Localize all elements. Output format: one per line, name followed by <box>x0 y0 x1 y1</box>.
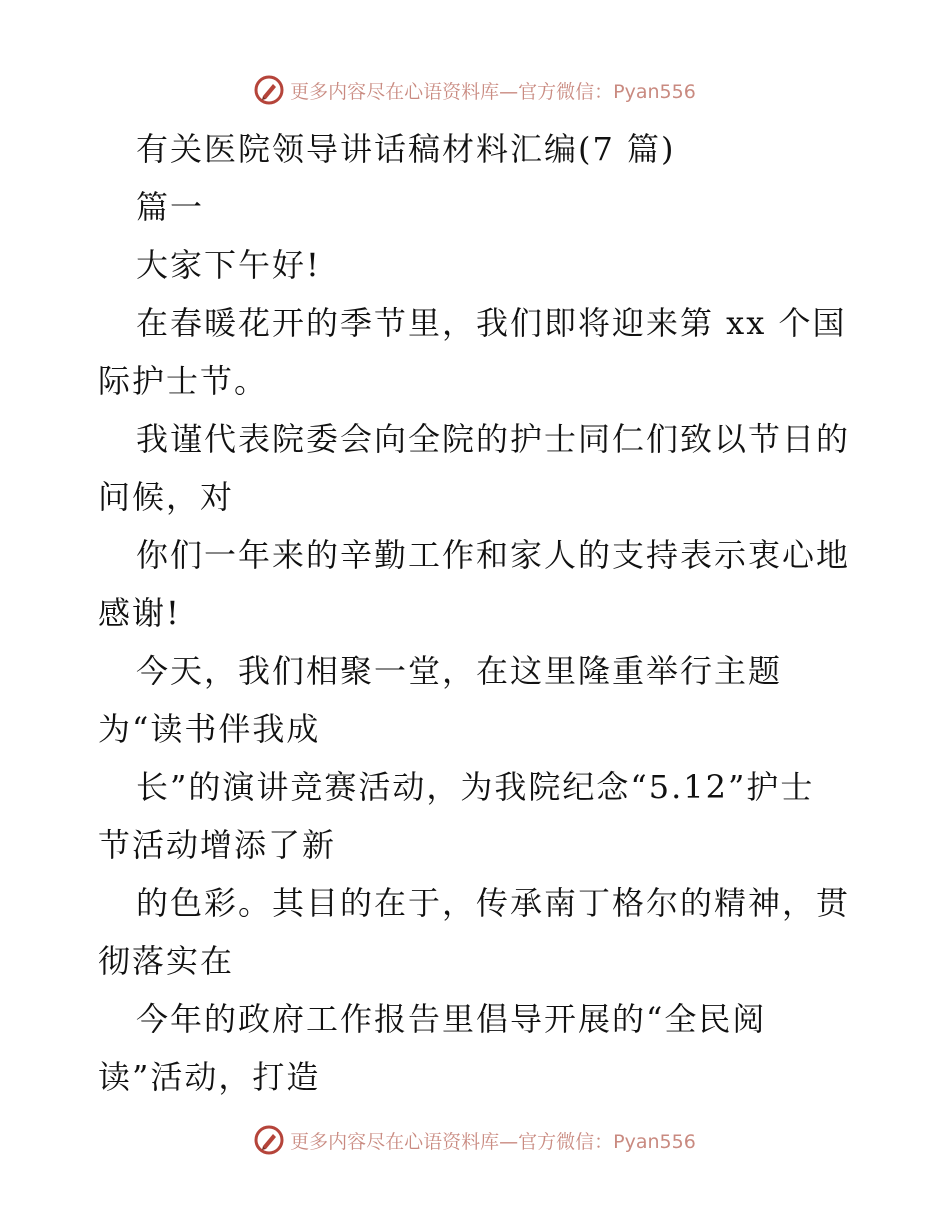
document-lines <box>98 120 854 1106</box>
document-line: 今天，我们相聚一堂，在这里隆重举行主题 <box>136 652 783 690</box>
document-line: 今年的政府工作报告里倡导开展的“全民阅 <box>136 1000 767 1038</box>
document-line: 大家下午好! <box>136 246 321 284</box>
document-line: 有关医院领导讲话稿材料汇编(7 篇) <box>136 130 676 168</box>
document-line: 节活动增添了新 <box>98 826 337 864</box>
document-body <box>98 120 854 1106</box>
pen-logo-icon <box>254 75 284 105</box>
document-line: 感谢! <box>98 594 181 632</box>
document-line: 际护士节。 <box>98 362 269 400</box>
document-line: 我谨代表院委会向全院的护士同仁们致以节日的 <box>136 420 851 458</box>
document-line: 篇一 <box>136 188 205 226</box>
pen-logo-icon <box>254 1125 284 1155</box>
document-line: 长”的演讲竞赛活动，为我院纪念“5.12”护士 <box>136 768 815 806</box>
document-line: 你们一年来的辛勤工作和家人的支持表示衷心地 <box>136 536 851 574</box>
document-line: 问候，对 <box>98 478 235 516</box>
document-line: 彻落实在 <box>98 942 235 980</box>
document-line: 读”活动，打造 <box>98 1058 321 1096</box>
document-line: 的色彩。其目的在于，传承南丁格尔的精神，贯 <box>136 884 851 922</box>
footer-watermark <box>0 1122 950 1158</box>
document-line: 在春暖花开的季节里，我们即将迎来第 xx 个国 <box>136 304 847 342</box>
document-line: 为“读书伴我成 <box>98 710 321 748</box>
watermark-text: 更多内容尽在心语资料库—官方微信：Pyan556 <box>290 1130 696 1153</box>
watermark-text: 更多内容尽在心语资料库—官方微信：Pyan556 <box>290 80 696 103</box>
header-watermark <box>0 72 950 108</box>
